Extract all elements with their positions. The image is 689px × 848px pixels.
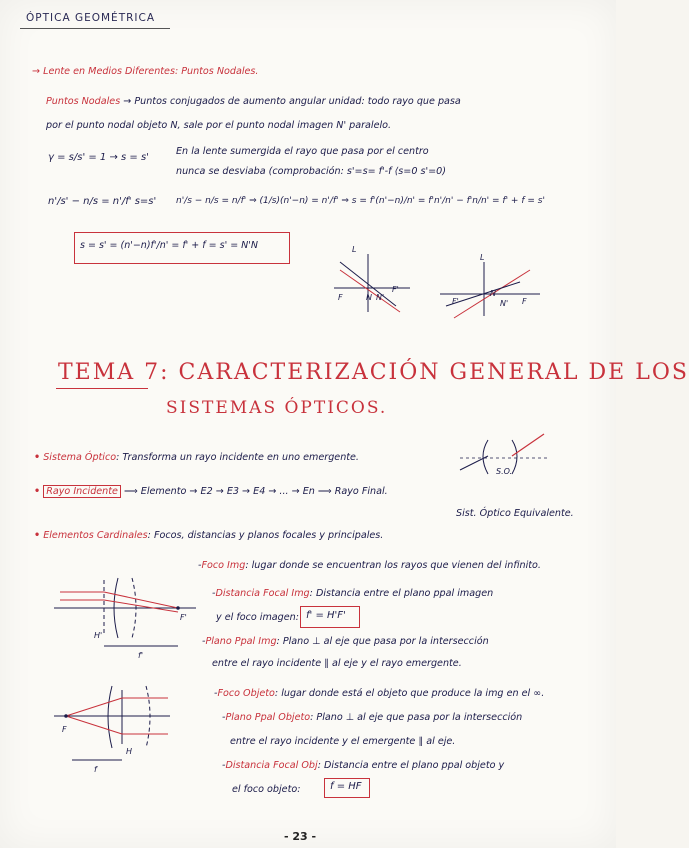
gaussian-equation-right: n'/s − n/s = n/f' ⇒ (1/s)(n'−n) = n'/f' ⇒ s = f'(n'−n)/n' = f'n'/n' − f'n/n' = f' + f = s' — [176, 196, 545, 206]
nodal-points-line2: por el punto nodal objeto N, sale por el punto nodal imagen N' paralelo. — [46, 120, 392, 131]
image-focal-distance-line1: -Distancia Focal Img: Distancia entre el plano ppal imagen — [212, 588, 494, 599]
diag1-label-Fp: F' — [180, 613, 187, 622]
diag-label-L1: L — [352, 245, 357, 254]
tema-title-line2: SISTEMAS ÓPTICOS. — [166, 398, 388, 418]
diag-label-Fp2: F' — [452, 297, 459, 306]
diag2-label-H: H — [126, 747, 133, 756]
diag1-label-Hp: H' — [94, 631, 103, 640]
incident-ray-line: • Rayo Incidente ⟹ Elemento → E2 → E3 → E4 → ... → En ⟹ Rayo Final. — [34, 486, 388, 497]
image-principal-plane-line2: entre el rayo incidente ∥ al eje y el rayo emergente. — [212, 658, 462, 669]
object-principal-plane-line1: -Plano Ppal Objeto: Plano ⊥ al eje que pasa por la intersección — [222, 712, 523, 723]
diag-label-L2: L — [480, 253, 485, 262]
object-focal-distance-line1: -Distancia Focal Obj: Distancia entre el plano ppal objeto y — [222, 760, 505, 771]
page-header: ÓPTICA GEOMÉTRICA — [26, 12, 156, 24]
diag-label-F2: F — [522, 297, 527, 306]
optical-system-line: • Sistema Óptico: Transforma un rayo incidente en uno emergente. — [34, 452, 359, 463]
diag-label-Np1: N' — [376, 293, 385, 302]
object-focal-distance-line2: el foco objeto: — [232, 784, 301, 795]
diag-label-Np2: N' — [500, 299, 509, 308]
section1-heading: → Lente en Medios Diferentes: Puntos Nodales. — [32, 66, 259, 77]
image-principal-plane-line1: -Plano Ppal Img: Plano ⊥ al eje que pasa por la intersección — [202, 636, 489, 647]
nodal-points-line1: Puntos Nodales → Puntos conjugados de aumento angular unidad: todo rayo que pasa — [46, 96, 461, 107]
diag2-label-f: f — [94, 765, 97, 774]
image-focal-formula: f' = H'F' — [306, 610, 346, 621]
lens-note-line2: nunca se desviaba (comprobación: s'=s= f'-f ⟨s=0 s'=0) — [176, 166, 447, 177]
object-focal-formula: f = HF — [330, 781, 362, 792]
lens-note-line1: En la lente sumergida el rayo que pasa por el centro — [176, 146, 429, 157]
nodal-formula: s = s' = (n'−n)f'/n' = f' + f = s' = N'N — [80, 240, 259, 251]
tema-title-line1: TEMA 7: CARACTERIZACIÓN GENERAL DE LOS — [58, 360, 689, 385]
object-focus-line: -Foco Objeto: lugar donde está el objeto que produce la img en el ∞. — [214, 688, 545, 699]
so-diagram-label: S.O. — [496, 467, 513, 476]
object-principal-plane-line2: entre el rayo incidente y el emergente ∥ al eje. — [230, 736, 456, 747]
diag-label-Fp1: F' — [392, 285, 399, 294]
page-number: - 23 - — [284, 830, 317, 843]
equivalent-system-label: Sist. Óptico Equivalente. — [456, 508, 574, 519]
image-focus-line: -Foco Img: lugar donde se encuentran los rayos que vienen del infinito. — [198, 560, 541, 571]
diag-label-N1: N — [366, 293, 372, 302]
diag2-label-F: F — [62, 725, 67, 734]
image-focal-distance-line2: y el foco imagen: — [216, 612, 299, 623]
gamma-equation: γ = s/s' = 1 → s = s' — [48, 152, 149, 163]
diag1-label-fp: f' — [138, 651, 144, 660]
gaussian-equation-left: n'/s' − n/s = n'/f' s=s' — [48, 196, 157, 207]
diag-label-F1: F — [338, 293, 343, 302]
cardinal-elements-line: • Elementos Cardinales: Focos, distancias y planos focales y principales. — [34, 530, 384, 541]
diag-label-N2: N — [490, 289, 496, 298]
